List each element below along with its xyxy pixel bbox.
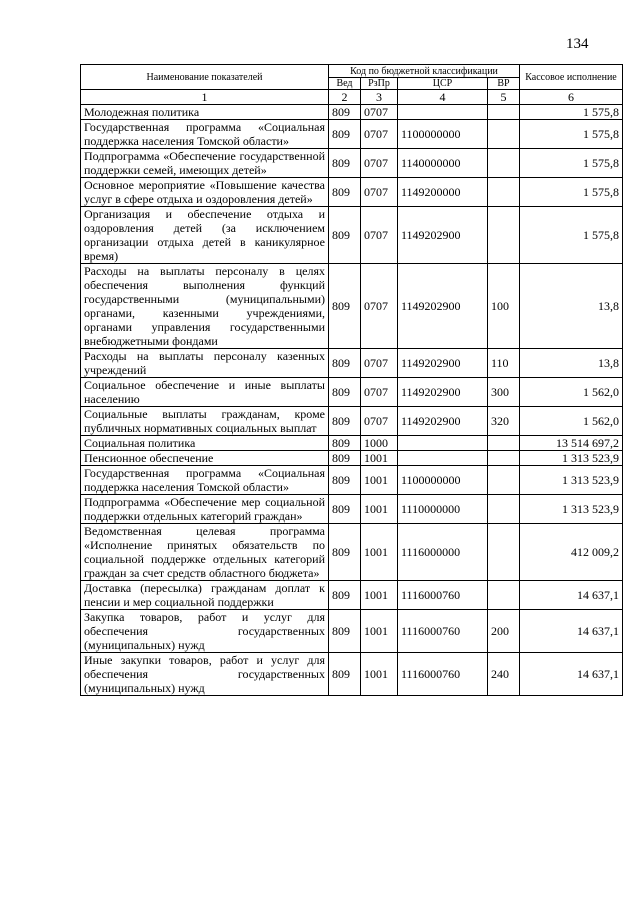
column-number: 4	[398, 90, 488, 105]
table-row	[81, 466, 623, 495]
amount-cell: 1 575,8	[520, 207, 623, 264]
budget-execution-table	[80, 64, 623, 696]
amount-cell: 1 313 523,9	[520, 495, 623, 524]
table-row	[81, 264, 623, 349]
csr-code-cell: 1116000760	[398, 653, 488, 696]
amount-cell: 1 575,8	[520, 105, 623, 120]
indicator-name-cell: Государственная программа «Социальная поддержка населения Томской области»	[81, 466, 329, 495]
ved-code-cell: 809	[329, 105, 361, 120]
amount-cell: 13,8	[520, 349, 623, 378]
csr-code-cell: 1110000000	[398, 495, 488, 524]
table-row	[81, 178, 623, 207]
rzpr-code-cell: 0707	[361, 120, 398, 149]
csr-code-cell: 1116000000	[398, 524, 488, 581]
indicator-name-cell: Молодежная политика	[81, 105, 329, 120]
vr-code-cell	[488, 178, 520, 207]
header-budget-code-group: Код по бюджетной классификации	[329, 65, 520, 78]
vr-code-cell: 240	[488, 653, 520, 696]
vr-code-cell: 300	[488, 378, 520, 407]
amount-cell: 14 637,1	[520, 610, 623, 653]
column-number: 2	[329, 90, 361, 105]
vr-code-cell	[488, 120, 520, 149]
csr-code-cell: 1116000760	[398, 610, 488, 653]
table-row	[81, 349, 623, 378]
rzpr-code-cell: 1001	[361, 524, 398, 581]
csr-code-cell: 1100000000	[398, 466, 488, 495]
csr-code-cell	[398, 105, 488, 120]
column-number: 1	[81, 90, 329, 105]
rzpr-code-cell: 0707	[361, 105, 398, 120]
rzpr-code-cell: 0707	[361, 149, 398, 178]
header-rzpr: РзПр	[361, 78, 398, 90]
csr-code-cell: 1140000000	[398, 149, 488, 178]
table-row	[81, 378, 623, 407]
vr-code-cell	[488, 466, 520, 495]
rzpr-code-cell: 0707	[361, 207, 398, 264]
ved-code-cell: 809	[329, 466, 361, 495]
header-vr: ВР	[488, 78, 520, 90]
rzpr-code-cell: 1001	[361, 495, 398, 524]
table-row	[81, 207, 623, 264]
amount-cell: 412 009,2	[520, 524, 623, 581]
amount-cell: 14 637,1	[520, 581, 623, 610]
column-number: 5	[488, 90, 520, 105]
vr-code-cell	[488, 149, 520, 178]
ved-code-cell: 809	[329, 495, 361, 524]
ved-code-cell: 809	[329, 378, 361, 407]
vr-code-cell: 100	[488, 264, 520, 349]
ved-code-cell: 809	[329, 610, 361, 653]
vr-code-cell	[488, 436, 520, 451]
amount-cell: 1 575,8	[520, 149, 623, 178]
ved-code-cell: 809	[329, 207, 361, 264]
csr-code-cell: 1116000760	[398, 581, 488, 610]
vr-code-cell: 320	[488, 407, 520, 436]
ved-code-cell: 809	[329, 149, 361, 178]
amount-cell: 1 575,8	[520, 178, 623, 207]
amount-cell: 1 562,0	[520, 407, 623, 436]
ved-code-cell: 809	[329, 581, 361, 610]
ved-code-cell: 809	[329, 349, 361, 378]
column-number: 3	[361, 90, 398, 105]
indicator-name-cell: Основное мероприятие «Повышение качества услуг в сфере отдыха и оздоровления детей»	[81, 178, 329, 207]
rzpr-code-cell: 0707	[361, 349, 398, 378]
table-row	[81, 120, 623, 149]
amount-cell: 1 313 523,9	[520, 451, 623, 466]
rzpr-code-cell: 1001	[361, 581, 398, 610]
ved-code-cell: 809	[329, 451, 361, 466]
table-row	[81, 581, 623, 610]
indicator-name-cell: Социальная политика	[81, 436, 329, 451]
csr-code-cell	[398, 436, 488, 451]
table-row	[81, 653, 623, 696]
table-row	[81, 436, 623, 451]
vr-code-cell	[488, 207, 520, 264]
indicator-name-cell: Иные закупки товаров, работ и услуг для обеспечения государственных (муниципальных) нужд	[81, 653, 329, 696]
ved-code-cell: 809	[329, 524, 361, 581]
vr-code-cell	[488, 451, 520, 466]
ved-code-cell: 809	[329, 407, 361, 436]
ved-code-cell: 809	[329, 436, 361, 451]
indicator-name-cell: Расходы на выплаты персоналу казенных учреждений	[81, 349, 329, 378]
amount-cell: 13 514 697,2	[520, 436, 623, 451]
indicator-name-cell: Государственная программа «Социальная поддержка населения Томской области»	[81, 120, 329, 149]
amount-cell: 13,8	[520, 264, 623, 349]
indicator-name-cell: Расходы на выплаты персоналу в целях обеспечения выполнения функций государственными (муниципальными) органами, казенными учреждениями, органами управления государственными внебюджетными фондами	[81, 264, 329, 349]
column-number: 6	[520, 90, 623, 105]
indicator-name-cell: Организация и обеспечение отдыха и оздоровления детей (за исключением организации отдыха детей в каникулярное время)	[81, 207, 329, 264]
rzpr-code-cell: 1001	[361, 610, 398, 653]
table-row	[81, 149, 623, 178]
header-csr: ЦСР	[398, 78, 488, 90]
vr-code-cell	[488, 105, 520, 120]
ved-code-cell: 809	[329, 264, 361, 349]
vr-code-cell: 200	[488, 610, 520, 653]
table-row	[81, 610, 623, 653]
amount-cell: 1 575,8	[520, 120, 623, 149]
table-row	[81, 407, 623, 436]
table-body	[81, 105, 623, 696]
vr-code-cell	[488, 524, 520, 581]
rzpr-code-cell: 1001	[361, 451, 398, 466]
csr-code-cell	[398, 451, 488, 466]
ved-code-cell: 809	[329, 178, 361, 207]
indicator-name-cell: Социальные выплаты гражданам, кроме публичных нормативных социальных выплат	[81, 407, 329, 436]
vr-code-cell	[488, 495, 520, 524]
csr-code-cell: 1149200000	[398, 178, 488, 207]
rzpr-code-cell: 0707	[361, 178, 398, 207]
rzpr-code-cell: 1001	[361, 466, 398, 495]
csr-code-cell: 1100000000	[398, 120, 488, 149]
indicator-name-cell: Подпрограмма «Обеспечение государственной поддержки семей, имеющих детей»	[81, 149, 329, 178]
csr-code-cell: 1149202900	[398, 349, 488, 378]
csr-code-cell: 1149202900	[398, 264, 488, 349]
rzpr-code-cell: 0707	[361, 407, 398, 436]
vr-code-cell: 110	[488, 349, 520, 378]
amount-cell: 1 562,0	[520, 378, 623, 407]
csr-code-cell: 1149202900	[398, 407, 488, 436]
rzpr-code-cell: 1000	[361, 436, 398, 451]
csr-code-cell: 1149202900	[398, 378, 488, 407]
amount-cell: 14 637,1	[520, 653, 623, 696]
table-row	[81, 451, 623, 466]
indicator-name-cell: Доставка (пересылка) гражданам доплат к пенсии и мер социальной поддержки	[81, 581, 329, 610]
rzpr-code-cell: 0707	[361, 264, 398, 349]
indicator-name-cell: Социальное обеспечение и иные выплаты населению	[81, 378, 329, 407]
indicator-name-cell: Ведомственная целевая программа «Исполнение принятых обязательств по социальной поддержке отдельных категорий граждан за счет средств областного бюджета»	[81, 524, 329, 581]
rzpr-code-cell: 0707	[361, 378, 398, 407]
table-row	[81, 524, 623, 581]
table-row	[81, 495, 623, 524]
header-name-column: Наименование показателей	[81, 65, 329, 90]
header-cash-execution: Кассовое исполнение	[520, 65, 623, 90]
column-number-row	[81, 90, 623, 105]
csr-code-cell: 1149202900	[398, 207, 488, 264]
table-row	[81, 105, 623, 120]
amount-cell: 1 313 523,9	[520, 466, 623, 495]
header-ved: Вед	[329, 78, 361, 90]
ved-code-cell: 809	[329, 653, 361, 696]
vr-code-cell	[488, 581, 520, 610]
page-number: 134	[566, 36, 589, 52]
ved-code-cell: 809	[329, 120, 361, 149]
indicator-name-cell: Подпрограмма «Обеспечение мер социальной поддержки отдельных категорий граждан»	[81, 495, 329, 524]
indicator-name-cell: Закупка товаров, работ и услуг для обеспечения государственных (муниципальных) нужд	[81, 610, 329, 653]
indicator-name-cell: Пенсионное обеспечение	[81, 451, 329, 466]
rzpr-code-cell: 1001	[361, 653, 398, 696]
